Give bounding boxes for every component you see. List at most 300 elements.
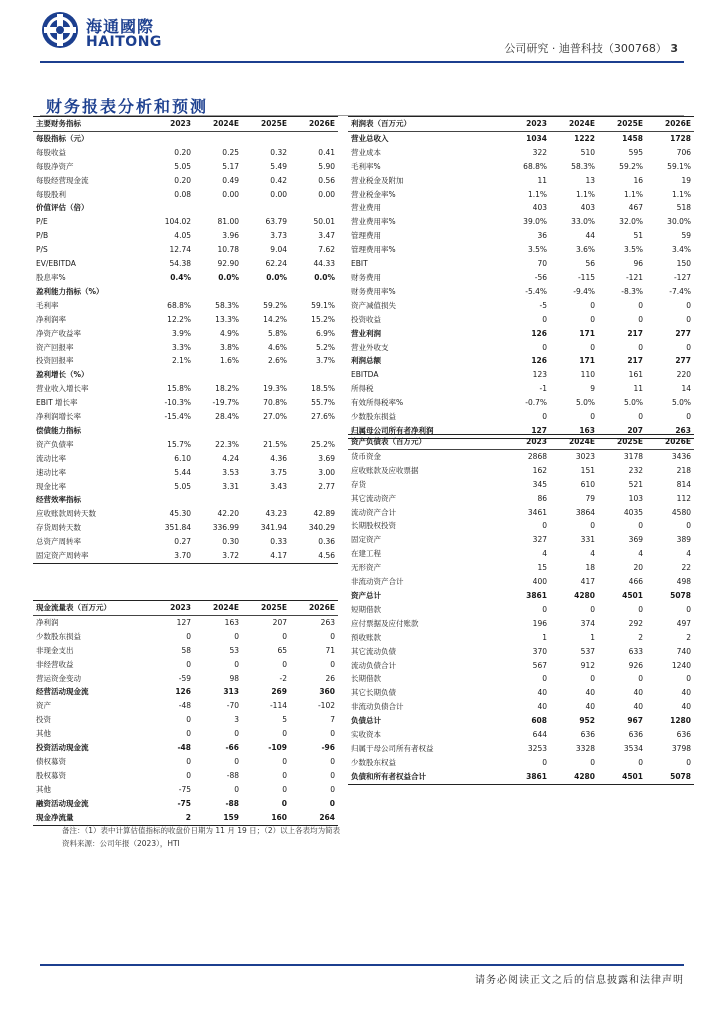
value-cell: 5078 (646, 770, 694, 784)
value-cell (194, 493, 242, 507)
table-row (348, 742, 694, 756)
table-row (33, 341, 338, 355)
value-cell: 10.78 (217, 245, 239, 255)
value-cell: 159 (194, 811, 242, 825)
value-cell: 644 (532, 730, 547, 740)
value-cell: 163 (550, 424, 598, 438)
value-cell: 19.3% (263, 384, 287, 394)
value-cell: 1.1% (575, 189, 595, 199)
value-cell: 163 (224, 617, 239, 627)
value-cell: 0.4% (170, 272, 191, 282)
value-cell: 126 (175, 687, 191, 697)
value-cell: 608 (531, 716, 547, 726)
table-row (33, 382, 338, 396)
value-cell: 0 (330, 756, 335, 766)
row-label: 每股指标（元） (36, 133, 89, 143)
table-row (33, 507, 338, 521)
value-cell: -19.7% (212, 398, 239, 408)
value-cell: 59 (681, 231, 691, 241)
value-cell: 32.0% (619, 217, 643, 227)
table-row (33, 741, 338, 755)
table-row (33, 285, 338, 299)
value-cell: 0 (590, 412, 595, 422)
value-cell: 207 (272, 617, 287, 627)
table-row (33, 549, 338, 563)
value-cell: 40 (585, 702, 595, 712)
value-cell: 0 (330, 729, 335, 739)
value-cell: 1280 (670, 716, 691, 726)
value-cell: 403 (532, 203, 547, 213)
table-row (348, 188, 694, 202)
value-cell: 0 (590, 674, 595, 684)
value-cell: 0 (542, 757, 547, 767)
row-label: 归属于母公司所有者权益 (351, 743, 434, 753)
value-cell: -5 (539, 300, 547, 310)
table-row (33, 452, 338, 466)
row-label: 营业税金及附加 (351, 175, 404, 185)
table-row (33, 699, 338, 713)
value-cell: 389 (676, 535, 691, 545)
value-cell: 81.00 (217, 217, 239, 227)
value-cell: 518 (676, 203, 691, 213)
value-cell: 0 (329, 798, 335, 808)
row-label: 其他 (36, 729, 51, 739)
value-cell: 5.8% (267, 328, 287, 338)
value-cell: 218 (676, 465, 691, 475)
value-cell: 0 (282, 729, 287, 739)
value-cell: 633 (628, 646, 643, 656)
value-cell: 0 (542, 412, 547, 422)
value-cell: 15.8% (167, 384, 191, 394)
value-cell: 4.17 (242, 549, 290, 563)
value-cell (194, 131, 242, 145)
value-cell: 336.99 (212, 523, 239, 533)
value-cell: 220 (676, 370, 691, 380)
value-cell: 15 (537, 563, 547, 573)
value-cell: 1.1% (527, 189, 547, 199)
value-cell: 521 (628, 479, 643, 489)
value-cell: 7.62 (318, 245, 335, 255)
value-cell: 4.36 (270, 453, 287, 463)
value-cell: 0.36 (318, 537, 335, 547)
year-header-cell: 2024E (194, 601, 242, 616)
row-label: 财务费用率% (351, 286, 396, 296)
value-cell: 21.5% (263, 439, 287, 449)
value-cell: 18.5% (311, 384, 335, 394)
row-label: 负债总计 (351, 716, 381, 726)
value-cell: 92.90 (217, 259, 239, 269)
value-cell: 0 (638, 604, 643, 614)
value-cell: 5.0% (575, 398, 595, 408)
row-label: 归属母公司所有者净利润 (348, 424, 502, 438)
table-row (348, 396, 694, 410)
value-cell (290, 493, 338, 507)
value-cell: -10.3% (164, 398, 191, 408)
value-cell: 14.2% (263, 314, 287, 324)
row-label: 现金比率 (36, 481, 66, 491)
value-cell: 4580 (671, 507, 691, 517)
value-cell: 0 (686, 521, 691, 531)
table-row (348, 533, 694, 547)
value-cell: 0 (330, 631, 335, 641)
value-cell: 1034 (526, 133, 547, 143)
value-cell: 0 (330, 659, 335, 669)
table-row (348, 201, 694, 215)
value-cell: 15.2% (311, 314, 335, 324)
value-cell: 2 (638, 632, 643, 642)
notes (62, 824, 340, 850)
table-header-row (348, 435, 694, 450)
year-header-cell: 2025E (598, 435, 646, 450)
page-number: 3 (670, 42, 678, 55)
value-cell: 5.49 (270, 161, 287, 171)
row-label: 其它长期负债 (351, 688, 396, 698)
value-cell (194, 424, 242, 438)
value-cell: 0.33 (270, 537, 287, 547)
value-cell: 636 (628, 730, 643, 740)
row-label: 每股收益 (36, 147, 66, 157)
value-cell: 0 (186, 729, 191, 739)
row-label: 非流动资产合计 (351, 577, 404, 587)
income-statement-table (348, 116, 694, 439)
year-header-cell: 2026E (290, 601, 338, 616)
table-row (33, 644, 338, 658)
table-row (348, 631, 694, 645)
value-cell: 370 (532, 646, 547, 656)
row-label: 其他 (36, 784, 51, 794)
value-cell: 3534 (623, 743, 643, 753)
value-cell: 0.00 (318, 189, 335, 199)
row-label: 融资活动现金流 (36, 798, 89, 808)
row-label: 预收账款 (351, 632, 381, 642)
value-cell: -1 (539, 384, 547, 394)
table-row (33, 174, 338, 188)
row-label: 营业费用率% (351, 217, 396, 227)
value-cell: 22 (681, 563, 691, 573)
table-row (348, 160, 694, 174)
value-cell: 207 (598, 424, 646, 438)
value-cell: 4.05 (174, 231, 191, 241)
value-cell (194, 285, 242, 299)
value-cell (146, 368, 194, 382)
table-row (348, 603, 694, 617)
year-header-cell: 2025E (242, 117, 290, 132)
value-cell: 0.25 (222, 147, 239, 157)
value-cell: 20 (633, 563, 643, 573)
value-cell: 0 (542, 314, 547, 324)
value-cell (146, 493, 194, 507)
value-cell (290, 201, 338, 215)
value-cell: 15.7% (167, 439, 191, 449)
value-cell: 127 (176, 617, 191, 627)
table-row (348, 257, 694, 271)
value-cell: 0 (542, 521, 547, 531)
table-row (33, 480, 338, 494)
row-label: 营运资金变动 (36, 673, 81, 683)
value-cell: 1 (590, 632, 595, 642)
value-cell: 0 (686, 300, 691, 310)
main-indicators-table (33, 116, 338, 564)
value-cell: 4.24 (222, 453, 239, 463)
value-cell: 1.6% (219, 356, 239, 366)
value-cell: 18 (585, 563, 595, 573)
value-cell: 40 (585, 688, 595, 698)
value-cell: 12.2% (167, 314, 191, 324)
value-cell: -56 (534, 272, 547, 282)
value-cell: 4501 (622, 590, 643, 600)
value-cell: 0 (282, 756, 287, 766)
table-row (33, 811, 338, 825)
row-label: 每股净资产 (36, 161, 74, 171)
value-cell: -2 (279, 673, 287, 683)
year-header-cell: 2024E (550, 117, 598, 132)
value-cell: 1222 (574, 133, 595, 143)
value-cell: 65 (277, 645, 287, 655)
value-cell: 59.2% (619, 161, 643, 171)
row-label: 无形资产 (351, 563, 381, 573)
value-cell: 63.79 (265, 217, 287, 227)
value-cell: 11 (633, 384, 643, 394)
table-row (348, 271, 694, 285)
value-cell: 59.1% (311, 300, 335, 310)
table-row (348, 686, 694, 700)
value-cell: 0 (282, 659, 287, 669)
value-cell: 466 (628, 577, 643, 587)
row-label: 营业税金率% (351, 189, 396, 199)
table-row (348, 243, 694, 257)
value-cell: -7.4% (669, 286, 691, 296)
table-row (348, 131, 694, 145)
value-cell: 3.3% (171, 342, 191, 352)
value-cell: 6.10 (174, 453, 191, 463)
year-header-cell: 2026E (290, 117, 338, 132)
value-cell: 417 (580, 577, 595, 587)
value-cell: 4 (686, 549, 691, 559)
section-title: 财务报表分析和预测 (46, 97, 209, 116)
value-cell: 26 (325, 673, 335, 683)
year-header-cell: 2026E (646, 435, 694, 450)
value-cell: 0 (186, 715, 191, 725)
value-cell: 467 (628, 203, 643, 213)
table-row (33, 146, 338, 160)
table-row (33, 201, 338, 215)
value-cell: 79 (585, 493, 595, 503)
table-row (348, 313, 694, 327)
value-cell: 70.8% (263, 398, 287, 408)
table-row (33, 493, 338, 507)
row-label: P/B (36, 231, 49, 241)
row-label: 长期股权投资 (351, 521, 396, 531)
value-cell: 360 (319, 687, 335, 697)
value-cell: 27.6% (311, 412, 335, 422)
value-cell: 0 (281, 798, 287, 808)
value-cell: 0.32 (270, 147, 287, 157)
row-label: 资产总计 (351, 590, 381, 600)
row-label: 流动负债合计 (351, 660, 396, 670)
row-label: 投资 (36, 715, 51, 725)
table-row (348, 229, 694, 243)
value-cell: 2 (686, 632, 691, 642)
row-label: 实收资本 (351, 730, 381, 740)
row-label: 货币资金 (351, 451, 381, 461)
value-cell: 1.1% (623, 189, 643, 199)
value-cell: 45.30 (169, 509, 191, 519)
value-cell: 4 (542, 549, 547, 559)
value-cell: 0 (234, 784, 239, 794)
value-cell: 86 (537, 493, 547, 503)
row-label: 非经营收益 (36, 659, 74, 669)
value-cell: 5.0% (623, 398, 643, 408)
year-header-cell: 2025E (598, 117, 646, 132)
value-cell: 636 (580, 730, 595, 740)
value-cell: 71 (325, 645, 335, 655)
value-cell: 3.9% (171, 328, 191, 338)
row-label: 债权募资 (36, 756, 66, 766)
value-cell: 16 (633, 175, 643, 185)
value-cell: 39.0% (523, 217, 547, 227)
value-cell (146, 201, 194, 215)
value-cell: 0 (330, 784, 335, 794)
value-cell (290, 285, 338, 299)
row-label: P/E (36, 217, 48, 227)
value-cell: 123 (532, 370, 547, 380)
table-row (33, 299, 338, 313)
row-label: 应收账款及应收票据 (351, 465, 419, 475)
value-cell: 0 (638, 674, 643, 684)
value-cell: 263 (320, 617, 335, 627)
value-cell: 0 (282, 631, 287, 641)
value-cell: 0 (590, 314, 595, 324)
value-cell: 277 (675, 328, 691, 338)
row-label: 应收账款周转天数 (36, 509, 96, 519)
row-label: 固定资产 (351, 535, 381, 545)
value-cell: 926 (628, 660, 643, 670)
value-cell: 341.94 (260, 523, 287, 533)
row-label: 每股股利 (36, 189, 66, 199)
value-cell: 160 (242, 811, 290, 825)
row-label: 净利润率 (36, 314, 66, 324)
value-cell: 68.8% (523, 161, 547, 171)
value-cell: 162 (532, 465, 547, 475)
value-cell: 374 (580, 618, 595, 628)
table-row (33, 630, 338, 644)
value-cell: 9.04 (270, 245, 287, 255)
value-cell: 42.20 (217, 509, 239, 519)
value-cell: 104.02 (164, 217, 191, 227)
row-label: 价值评估（倍） (36, 203, 89, 213)
value-cell: 740 (676, 646, 691, 656)
value-cell: 3.75 (270, 467, 287, 477)
value-cell (290, 131, 338, 145)
value-cell: 814 (676, 479, 691, 489)
table-row (33, 755, 338, 769)
value-cell: 13.3% (215, 314, 239, 324)
value-cell: 151 (580, 465, 595, 475)
value-cell: 403 (580, 203, 595, 213)
value-cell: 3864 (575, 507, 595, 517)
value-cell: 22.3% (215, 439, 239, 449)
table-row (348, 756, 694, 770)
value-cell: 3.31 (222, 481, 239, 491)
table-row (348, 645, 694, 659)
value-cell: 0 (542, 604, 547, 614)
table-row (33, 438, 338, 452)
value-cell: 0.20 (174, 147, 191, 157)
row-label: 短期借款 (351, 604, 381, 614)
row-label: 资产回报率 (36, 342, 74, 352)
value-cell: 3861 (502, 770, 550, 784)
value-cell: -102 (317, 701, 335, 711)
value-cell: 4.9% (219, 328, 239, 338)
logo-english-text: HAITONG (86, 34, 162, 50)
value-cell: 331 (580, 535, 595, 545)
table-row (348, 449, 694, 463)
row-label: 利润总额 (351, 356, 381, 366)
value-cell (242, 368, 290, 382)
value-cell: 51 (633, 231, 643, 241)
table-row (348, 215, 694, 229)
value-cell: 497 (676, 618, 691, 628)
value-cell: -88 (225, 798, 239, 808)
table-row (348, 547, 694, 561)
table-row (33, 797, 338, 811)
row-label: 资产负债率 (36, 439, 74, 449)
row-label: 投资回报率 (36, 356, 74, 366)
value-cell: -15.4% (164, 412, 191, 422)
table-row (33, 769, 338, 783)
table-row (33, 368, 338, 382)
value-cell: -127 (673, 272, 691, 282)
value-cell: 98 (229, 673, 239, 683)
value-cell: 4280 (550, 770, 598, 784)
value-cell: 3 (234, 715, 239, 725)
value-cell: -70 (226, 701, 239, 711)
value-cell: 610 (580, 479, 595, 489)
table-row (348, 478, 694, 492)
value-cell: 4.56 (290, 549, 338, 563)
value-cell: 62.24 (265, 259, 287, 269)
table-row (348, 561, 694, 575)
value-cell (146, 424, 194, 438)
balance-sheet-table (348, 434, 694, 785)
table-row (33, 313, 338, 327)
value-cell: 400 (532, 577, 547, 587)
row-label: 管理费用率% (351, 245, 396, 255)
value-cell: 5.90 (318, 161, 335, 171)
row-label: EBIT (351, 259, 368, 269)
row-label: 非现金支出 (36, 645, 74, 655)
row-label: 每股经营现金流 (36, 175, 89, 185)
value-cell (146, 285, 194, 299)
value-cell: 58.3% (215, 300, 239, 310)
value-cell: 0 (638, 342, 643, 352)
row-label: 营业总收入 (351, 133, 389, 143)
value-cell: 3461 (527, 507, 547, 517)
value-cell: 96 (633, 259, 643, 269)
row-label: 营业利润 (351, 328, 381, 338)
table-row (33, 672, 338, 686)
report-label-text: 公司研究 · 迪普科技（300768） (504, 42, 667, 55)
value-cell: 50.01 (313, 217, 335, 227)
value-cell: 70 (537, 259, 547, 269)
value-cell: 3.73 (270, 231, 287, 241)
table-row (33, 327, 338, 341)
value-cell: 706 (676, 147, 691, 157)
logo-chinese-text: 海通國際 (86, 17, 155, 36)
value-cell: 126 (531, 328, 547, 338)
value-cell: 3.53 (222, 467, 239, 477)
table-row (33, 535, 338, 549)
